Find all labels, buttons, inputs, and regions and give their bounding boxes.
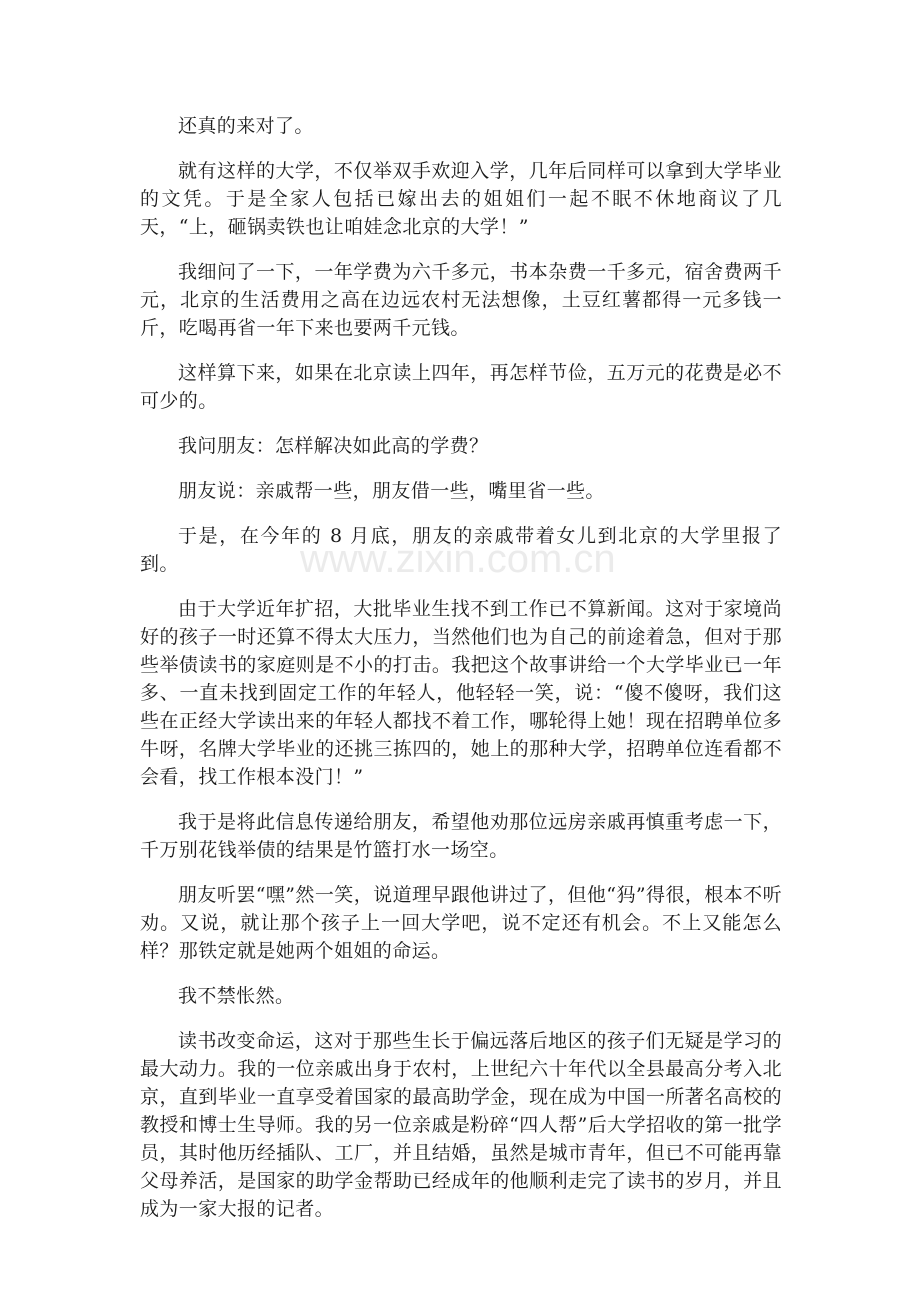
paragraph-10: 朋友听罢“嘿”然一笑，说道理早跟他讲过了，但他“犸”得很，根本不听劝。又说，就让那个孩子上一回大学吧，说不定还有机会。不上又能怎么样？那铁定就是她两个姐姐的命运。 bbox=[140, 884, 782, 962]
paragraph-4: 这样算下来，如果在北京读上四年，再怎样节俭，五万元的花费是必不可少的。 bbox=[140, 362, 782, 412]
paragraph-1: 还真的来对了。 bbox=[178, 115, 314, 137]
paragraph-9: 我于是将此信息传递给朋友，希望他劝那位远房亲戚再慎重考虑一下，千万别花钱举债的结果是竹篮打水一场空。 bbox=[140, 811, 782, 861]
paragraph-6: 朋友说：亲戚帮一些，朋友借一些，嘴里省一些。 bbox=[178, 480, 605, 502]
watermark-text: www.zixin.com.cn bbox=[300, 537, 616, 581]
paragraph-3: 我细问了一下，一年学费为六千多元，书本杂费一千多元，宿舍费两千元，北京的生活费用之高在边远农村无法想像，土豆红薯都得一元多钱一斤，吃喝再省一年下来也要两千元钱。 bbox=[140, 261, 782, 339]
paragraph-2: 就有这样的大学，不仅举双手欢迎入学，几年后同样可以拿到大学毕业的文凭。于是全家人包括已嫁出去的姐姐们一起不眠不休地商议了几天，“上，砸锅卖铁也让咱娃念北京的大学！” bbox=[140, 160, 782, 238]
paragraph-11: 我不禁怅然。 bbox=[178, 985, 295, 1007]
paragraph-7: 于是，在今年的 8 月底，朋友的亲戚带着女儿到北京的大学里报了到。 bbox=[140, 525, 782, 575]
paragraph-8: 由于大学近年扩招，大批毕业生找不到工作已不算新闻。这对于家境尚好的孩子一时还算不得太大压力，当然他们也为自己的前途着急，但对于那些举债读书的家庭则是不小的打击。我把这个故事讲给一个大学毕业已一年多、一直未找到固定工作的年轻人，他轻轻一笑，说：“傻不傻呀，我们这些在正经大学读出来的年轻人都找不着工作，哪轮得上她！现在招聘单位多牛呀，名牌大学毕业的还挑三拣四的，她上的那种大学，招聘单位连看都不会看，找工作根本没门！” bbox=[140, 598, 782, 788]
paragraph-12: 读书改变命运，这对于那些生长于偏远落后地区的孩子们无疑是学习的最大动力。我的一位亲戚出身于农村，上世纪六十年代以全县最高分考入北京，直到毕业一直享受着国家的最高助学金，现在成为中国一所著名高校的教授和博士生导师。我的另一位亲戚是粉碎“四人帮”后大学招收的第一批学员，其时他历经插队、工厂，并且结婚，虽然是城市青年，但已不可能再靠父母养活，是国家的助学金帮助已经成年的他顺利走完了读书的岁月，并且成为一家大报的记者。 bbox=[140, 1030, 782, 1220]
paragraph-5: 我问朋友：怎样解决如此高的学费？ bbox=[178, 435, 489, 457]
article-body bbox=[140, 112, 782, 1240]
